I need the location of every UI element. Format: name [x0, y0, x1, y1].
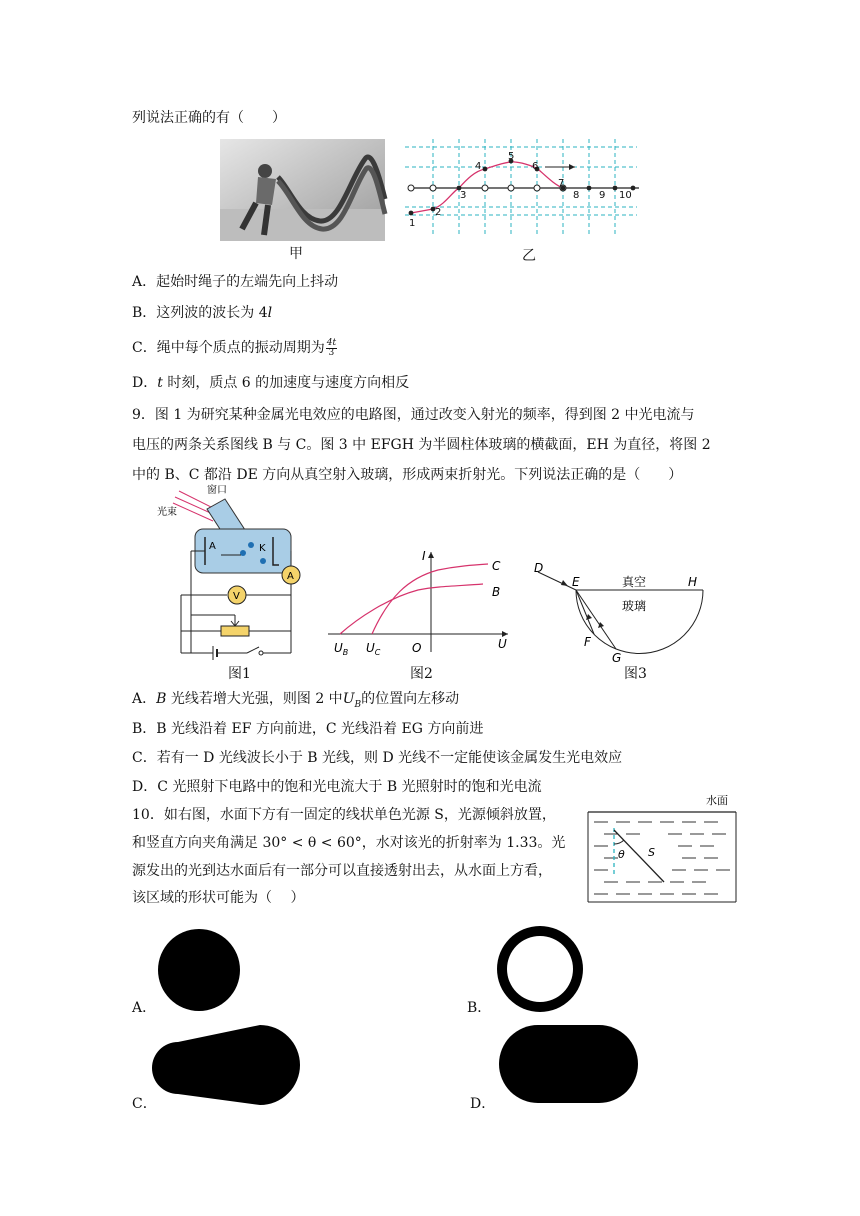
semicircle-glass-figure — [528, 560, 718, 665]
water-surface-label: 水面 — [706, 794, 728, 807]
q9-option-a: A．B 光线若增大光强，则图 2 中$U_B$的位置向左移动 — [132, 691, 460, 710]
choice-d-capsule-shape — [498, 1024, 640, 1104]
cathode-label: K — [259, 543, 266, 554]
q9-option-b: B．B 光线沿着 EF 方向前进，C 光线沿着 EG 方向前进 — [132, 721, 484, 737]
q10-choice-b-label: B． — [467, 1000, 492, 1016]
wave-point-label: 2 — [435, 207, 442, 218]
photoelectric-circuit-figure — [155, 483, 305, 663]
q9-line-1: 9．图 1 为研究某种金属光电效应的电路图，通过改变入射光的频率，得到图 2 中光电流与 — [132, 407, 695, 423]
vacuum-label: 真空 — [622, 575, 647, 589]
q9-option-c: C．若有一 D 光线波长小于 B 光线，则 D 光线不一定能使该金属发生光电效应 — [132, 750, 623, 766]
q8-option-c: C．绳中每个质点的振动周期为 $\frac{4t}{3}$ — [132, 337, 337, 358]
q8-option-b: B．这列波的波长为 4l — [132, 305, 273, 321]
axis-u-label: U — [498, 637, 507, 651]
q8-question-tail: 列说法正确的有（ ） — [132, 110, 286, 126]
rope-wave-diagram — [405, 139, 643, 235]
q9-line-3: 中的 B、C 都沿 DE 方向从真空射入玻璃，形成两束折射光。下列说法正确的是（ ） — [132, 467, 683, 483]
origin-label: O — [412, 641, 422, 655]
wave-point-label: 6 — [532, 161, 539, 172]
choice-a-circle-shape — [158, 928, 242, 1012]
ub-label: $U_B$ — [334, 641, 349, 657]
fig2-label: 图2 — [410, 666, 433, 682]
q9-line-2: 电压的两条关系图线 B 与 C。图 3 中 EFGH 为半圆柱体玻璃的横截面，EH 为直径，将图 2 — [132, 437, 711, 453]
wave-point-label: 3 — [460, 190, 467, 201]
q10-choice-d-label: D． — [470, 1096, 496, 1112]
point-g-label: G — [612, 651, 622, 665]
wave-point-label: 9 — [599, 190, 606, 201]
q10-line-3: 源发出的光到达水面后有一部分可以直接透射出去，从水面上方看， — [132, 863, 552, 879]
theta-label: θ — [618, 848, 625, 861]
fig-label-yi: 乙 — [522, 248, 536, 264]
wave-point-label: 10 — [619, 190, 632, 201]
current-voltage-graph — [328, 548, 518, 658]
point-d-label: D — [534, 561, 544, 575]
wave-point-label: 5 — [508, 151, 515, 162]
wave-point-label: 4 — [475, 161, 482, 172]
q10-line-1: 10．如右图，水面下方有一固定的线状单色光源 S，光源倾斜放置， — [132, 807, 556, 823]
choice-c-tapered-shape — [156, 1022, 306, 1108]
fig3-label: 图3 — [624, 666, 647, 682]
voltmeter-label: V — [233, 591, 240, 602]
fig1-label: 图1 — [228, 666, 251, 682]
q8-option-a: A．起始时绳子的左端先向上抖动 — [132, 274, 339, 290]
q10-choice-a-label: A． — [132, 1000, 157, 1016]
choice-b-ring-shape — [495, 925, 585, 1013]
underwater-light-source-figure — [588, 792, 738, 904]
q10-line-2: 和竖直方向夹角满足 30° < θ < 60°，水对该光的折射率为 1.33。光 — [132, 835, 566, 851]
q8-option-d: D．t 时刻，质点 6 的加速度与速度方向相反 — [132, 375, 410, 391]
curve-b-label: B — [492, 585, 501, 599]
point-h-label: H — [688, 575, 698, 589]
wave-point-label: 8 — [573, 190, 580, 201]
fig-label-jia: 甲 — [289, 246, 303, 262]
wave-point-label: 7 — [558, 178, 565, 189]
uc-label: $U_C$ — [366, 641, 381, 657]
ammeter-label: A — [287, 571, 294, 582]
glass-label: 玻璃 — [622, 599, 647, 613]
wave-point-label: 1 — [409, 218, 416, 229]
point-f-label: F — [584, 635, 591, 649]
point-e-label: E — [572, 575, 580, 589]
anode-label: A — [209, 541, 216, 552]
q9-option-d: D．C 光照射下电路中的饱和光电流大于 B 光照射时的饱和光电流 — [132, 779, 542, 795]
rope-training-photo — [220, 139, 385, 241]
q10-choice-c-label: C． — [132, 1096, 157, 1112]
axis-i-label: I — [422, 549, 426, 563]
window-label: 窗口 — [207, 485, 227, 496]
source-s-label: S — [648, 846, 655, 859]
q10-line-4: 该区域的形状可能为（ ） — [132, 890, 305, 906]
curve-c-label: C — [492, 559, 501, 573]
beam-label: 光束 — [157, 507, 177, 518]
